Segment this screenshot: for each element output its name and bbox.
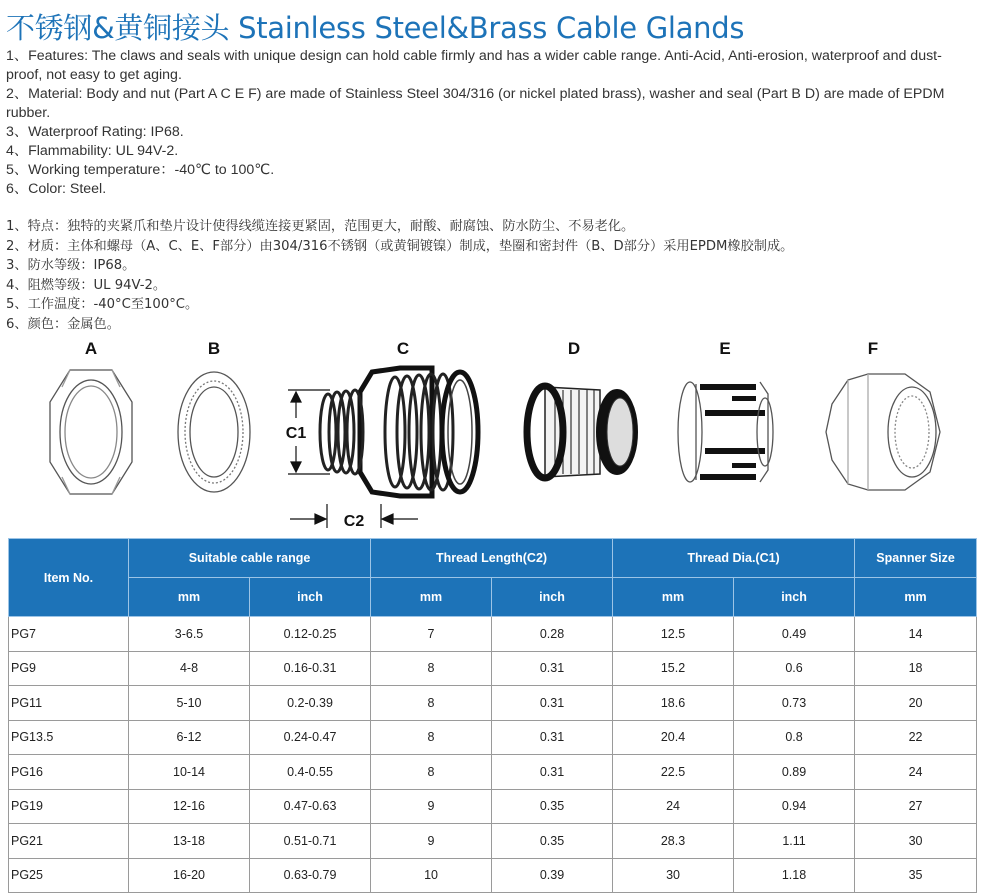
cell: 0.73 [734,686,855,721]
cell: 27 [855,789,977,824]
cell-item-no: PG13.5 [9,720,129,755]
cell: 8 [371,651,492,686]
cell: 0.28 [492,617,613,652]
dimension-c2-label: C2 [343,513,365,530]
cell-item-no: PG11 [9,686,129,721]
cell: 18 [855,651,977,686]
cell: 22 [855,720,977,755]
cell: 0.24-0.47 [250,720,371,755]
cell: 0.16-0.31 [250,651,371,686]
cell: 30 [613,858,734,893]
cell: 0.31 [492,651,613,686]
header-unit: mm [855,578,977,617]
cell: 0.31 [492,720,613,755]
cell: 3-6.5 [129,617,250,652]
header-cable-range: Suitable cable range [129,539,371,578]
feature-cn-5: 5、工作温度：-40°C至100°C。 [6,297,199,312]
cell: 24 [613,789,734,824]
cell: 1.18 [734,858,855,893]
cell: 16-20 [129,858,250,893]
part-label-e: E [719,339,731,358]
cell: 18.6 [613,686,734,721]
part-d-seal [527,386,637,478]
cell: 9 [371,789,492,824]
cell: 8 [371,686,492,721]
cell: 0.51-0.71 [250,824,371,859]
table-row [9,720,977,755]
cell-item-no: PG19 [9,789,129,824]
part-label-a: A [84,339,98,358]
cell-item-no: PG21 [9,824,129,859]
cell: 0.89 [734,755,855,790]
cell: 12-16 [129,789,250,824]
feature-cn-2: 2、材质：主体和螺母（A、C、E、F部分）由304/316不锈钢（或黄铜镀镍）制成，垫圈和密封件（B、D部分）采用EPDM橡胶制成。 [6,238,794,254]
header-unit: inch [492,578,613,617]
header-item-no: Item No. [9,539,129,617]
cell-item-no: PG9 [9,651,129,686]
table-row [9,824,977,859]
part-label-b: B [207,339,221,358]
features-block [6,47,976,334]
cell: 28.3 [613,824,734,859]
part-b-washer [178,372,250,492]
cell: 5-10 [129,686,250,721]
cell: 0.63-0.79 [250,858,371,893]
cell: 0.6 [734,651,855,686]
feature-en-4: 4、Flammability: UL 94V-2. [6,143,179,159]
header-thread-dia: Thread Dia.(C1) [613,539,855,578]
feature-en-3: 3、Waterproof Rating: IP68. [6,124,184,140]
feature-cn-6: 6、颜色：金属色。 [6,316,120,332]
table-row [9,789,977,824]
header-unit: mm [129,578,250,617]
table-row [9,686,977,721]
cell: 30 [855,824,977,859]
cell: 0.35 [492,824,613,859]
cell: 0.47-0.63 [250,789,371,824]
part-label-f: F [867,339,879,358]
parts-diagram [0,332,987,532]
page-title: 不锈钢&黄铜接头 Stainless Steel&Brass Cable Glands [6,11,745,45]
table-row [9,651,977,686]
part-e-claw [678,382,773,482]
cell: 35 [855,858,977,893]
feature-en-6: 6、Color: Steel. [6,181,107,197]
cell: 15.2 [613,651,734,686]
part-a-hex-nut [50,370,132,494]
cell: 0.2-0.39 [250,686,371,721]
cell: 0.31 [492,686,613,721]
cell: 7 [371,617,492,652]
cell: 10-14 [129,755,250,790]
part-f-dome-nut [826,374,940,490]
cell: 12.5 [613,617,734,652]
dimension-c1-label: C1 [285,425,307,442]
cell: 22.5 [613,755,734,790]
part-label-d: D [567,339,581,358]
cell-item-no: PG7 [9,617,129,652]
cell: 0.8 [734,720,855,755]
parts-svg [0,332,987,532]
feature-en-5: 5、Working temperature：-40℃ to 100℃. [6,162,275,178]
header-thread-length: Thread Length(C2) [371,539,613,578]
cell: 9 [371,824,492,859]
header-unit: mm [613,578,734,617]
header-unit: inch [250,578,371,617]
cell: 6-12 [129,720,250,755]
cell: 20 [855,686,977,721]
part-label-c: C [396,339,410,358]
feature-cn-1: 1、特点：独特的夹紧爪和垫片设计使得线缆连接更紧固，范围更大，耐酸、耐腐蚀、防水防尘、不易老化。 [6,219,635,234]
cell: 24 [855,755,977,790]
table-row [9,755,977,790]
table-row [9,858,977,893]
feature-cn-4: 4、阻燃等级：UL 94V-2。 [6,277,167,293]
cell: 13-18 [129,824,250,859]
cell: 4-8 [129,651,250,686]
cell: 0.94 [734,789,855,824]
feature-cn-3: 3、防水等级：IP68。 [6,258,136,273]
feature-en-1: 1、Features: The claws and seals with unique design can hold cable firmly and has a wider cable range. Anti-Acid, Anti-erosion, waterproof and dust-proof, not easy to get aging. [6,48,942,83]
cell: 1.11 [734,824,855,859]
table-row [9,617,977,652]
cell: 0.39 [492,858,613,893]
cell-item-no: PG16 [9,755,129,790]
cell: 0.4-0.55 [250,755,371,790]
cell: 20.4 [613,720,734,755]
cell-item-no: PG25 [9,858,129,893]
header-spanner-size: Spanner Size [855,539,977,578]
spec-table [8,538,977,893]
cell: 0.49 [734,617,855,652]
cell: 0.31 [492,755,613,790]
header-unit: mm [371,578,492,617]
cell: 8 [371,755,492,790]
part-c-body [320,368,478,496]
feature-en-2: 2、Material: Body and nut (Part A C E F) are made of Stainless Steel 304/316 (or nickel plated brass), washer and seal (Part B D) are made of EPDM rubber. [6,86,945,121]
cell: 0.12-0.25 [250,617,371,652]
cell: 10 [371,858,492,893]
header-unit: inch [734,578,855,617]
cell: 0.35 [492,789,613,824]
cell: 14 [855,617,977,652]
cell: 8 [371,720,492,755]
